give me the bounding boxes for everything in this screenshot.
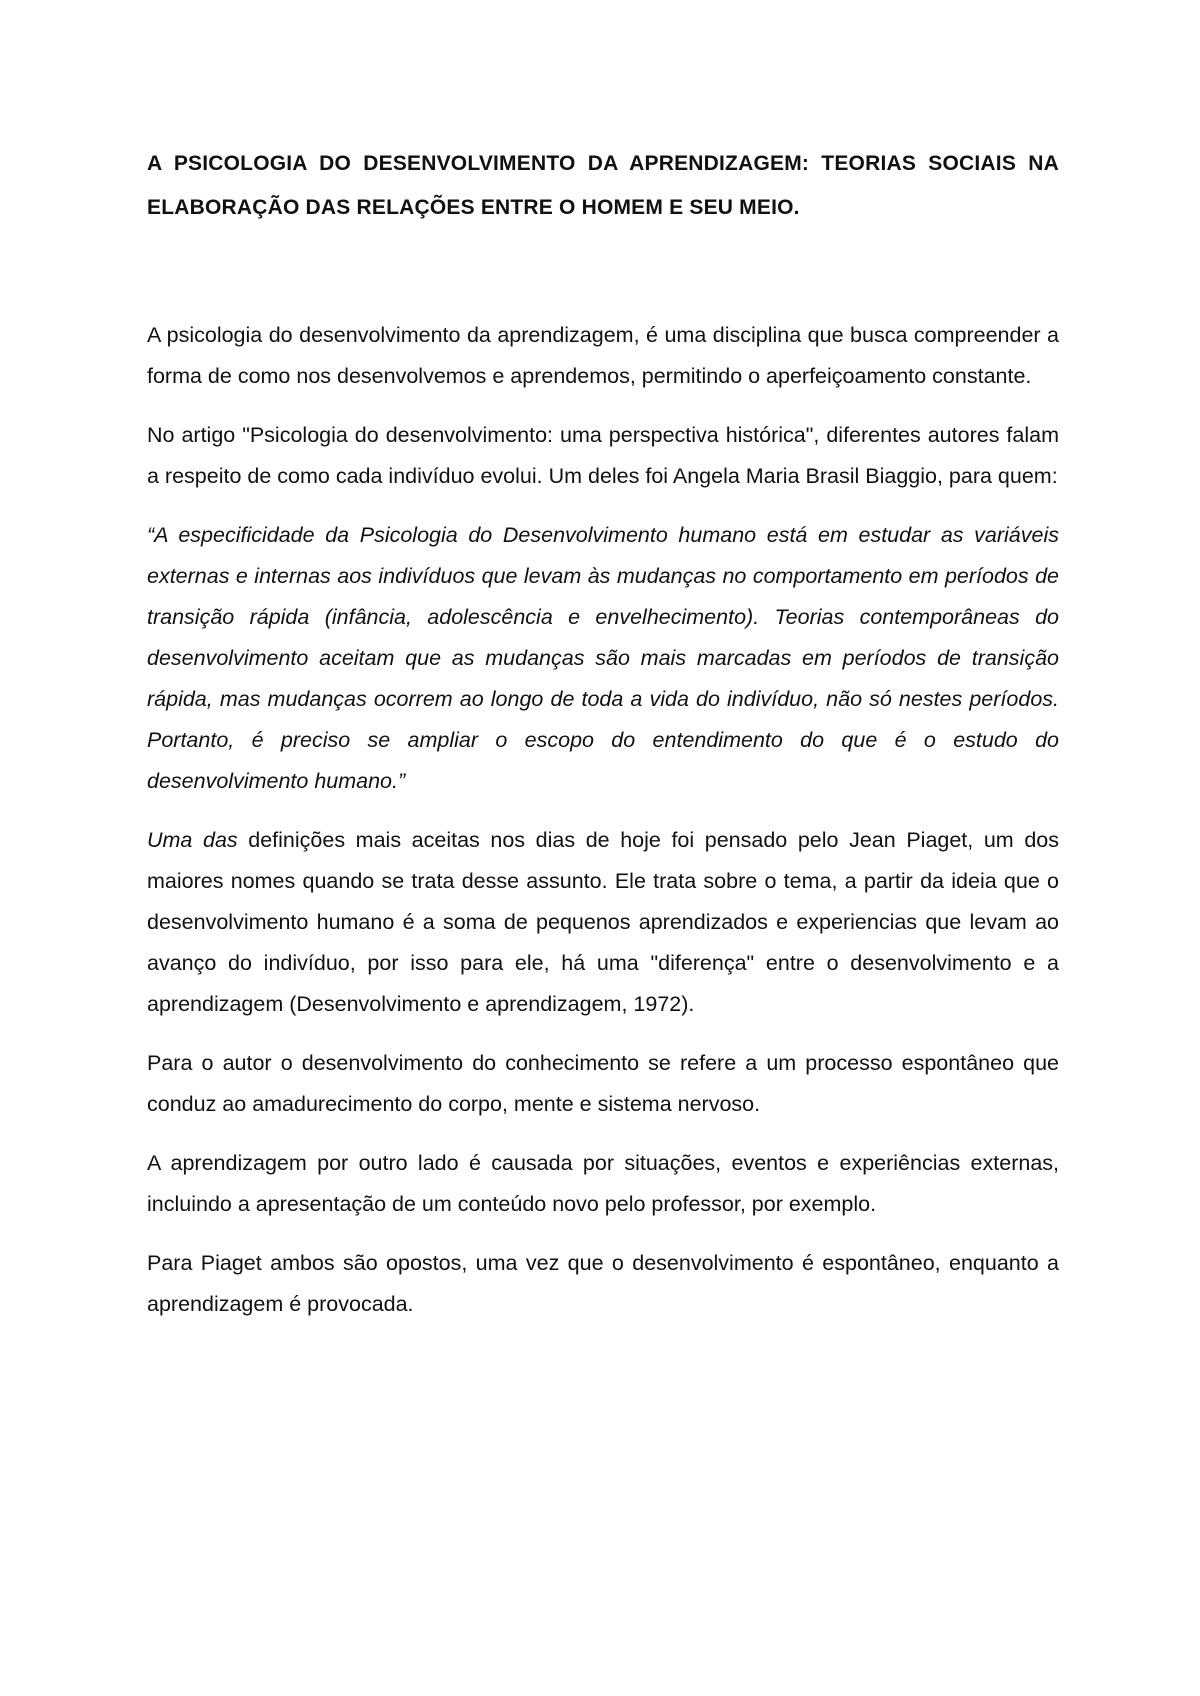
paragraph-conclusion: Para Piaget ambos são opostos, uma vez que o desenvolvimento é espontâneo, enquanto a aprendizagem é provocada. (147, 1251, 1059, 1316)
paragraph-intro: A psicologia do desenvolvimento da aprendizagem, é uma disciplina que busca compreender a forma de como nos desenvolvemos e aprendemos, permitindo o aperfeiçoamento constante. (147, 323, 1059, 388)
paragraph-piaget-body: definições mais aceitas nos dias de hoje foi pensado pelo Jean Piaget, um dos maiores nomes quando se trata desse assunto. Ele trata sobre o tema, a partir da ideia que o desenvolvimento humano é a soma de pequenos aprendizados e experiencias que levam ao avanço do indivíduo, por isso para ele, há uma "diferença" entre o desenvolvimento e a aprendizagem (Desenvolvimento e aprendizagem, 1972). (147, 828, 1059, 1016)
paragraph-author: Para o autor o desenvolvimento do conhecimento se refere a um processo espontâneo que conduz ao amadurecimento do corpo, mente e sistema nervoso. (147, 1051, 1059, 1116)
paragraph-piaget (147, 820, 1059, 1025)
document-page (147, 142, 1059, 1325)
paragraph-piaget-lead: Uma das (147, 828, 238, 852)
paragraph-learning: A aprendizagem por outro lado é causada por situações, eventos e experiências externas, incluindo a apresentação de um conteúdo novo pelo professor, por exemplo. (147, 1151, 1059, 1216)
document-title: A PSICOLOGIA DO DESENVOLVIMENTO DA APRENDIZAGEM: TEORIAS SOCIAIS NA ELABORAÇÃO DAS RELAÇÕES ENTRE O HOMEM E SEU MEIO. (147, 152, 1059, 219)
paragraph-article: No artigo "Psicologia do desenvolvimento: uma perspectiva histórica", diferentes autores falam a respeito de como cada indivíduo evolui. Um deles foi Angela Maria Brasil Biaggio, para quem: (147, 423, 1059, 488)
block-quote: “A especificidade da Psicologia do Desenvolvimento humano está em estudar as variáveis externas e internas aos indivíduos que levam às mudanças no comportamento em períodos de transição rápida (infância, adolescência e envelhecimento). Teorias contemporâneas do desenvolvimento aceitam que as mudanças são mais marcadas em períodos de transição rápida, mas mudanças ocorrem ao longo de toda a vida do indivíduo, não só nestes períodos. Portanto, é preciso se ampliar o escopo do entendimento do que é o estudo do desenvolvimento humano.” (147, 523, 1059, 793)
